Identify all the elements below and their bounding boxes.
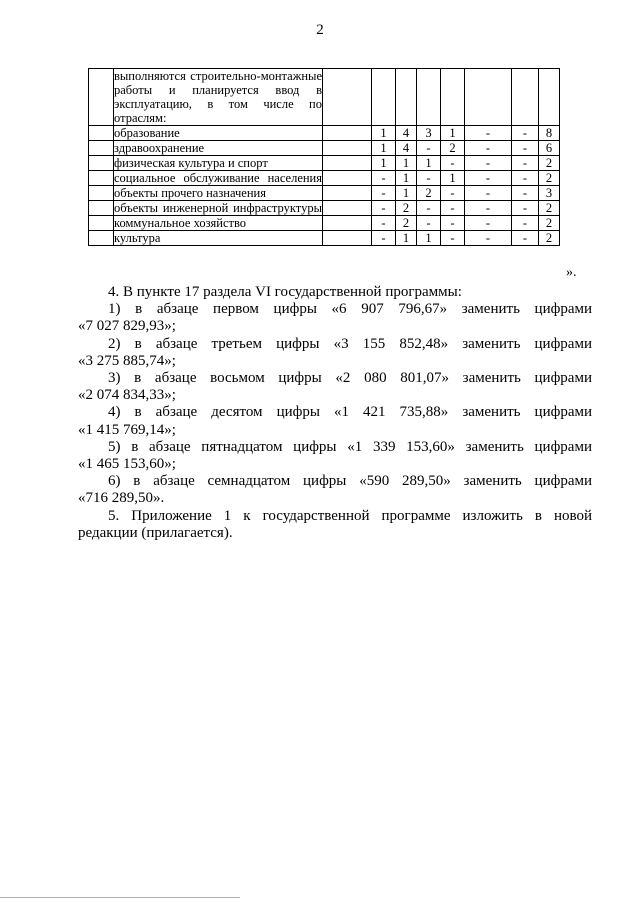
value-cell: - <box>417 216 441 231</box>
table-row <box>89 141 560 156</box>
table-row <box>89 126 560 141</box>
value-cell: 1 <box>396 156 417 171</box>
value-cell: 1 <box>417 156 441 171</box>
value-cell: 2 <box>539 231 560 246</box>
row-number-cell <box>89 231 114 246</box>
row-number-cell <box>89 156 114 171</box>
value-cell: - <box>512 126 539 141</box>
item-5-line-2: «1 465 153,60»; <box>78 456 176 473</box>
value-cell: - <box>417 201 441 216</box>
value-cell: - <box>465 231 512 246</box>
value-cell: - <box>512 186 539 201</box>
value-cell <box>417 69 441 126</box>
value-cell <box>372 69 396 126</box>
value-cell: - <box>512 201 539 216</box>
empty-cell <box>323 69 372 126</box>
value-cell: 4 <box>396 126 417 141</box>
value-cell: 1 <box>396 186 417 201</box>
value-cell: 2 <box>396 216 417 231</box>
item-2-line-2: «3 275 885,74»; <box>78 352 176 369</box>
value-cell: - <box>441 156 465 171</box>
row-number-cell <box>89 141 114 156</box>
value-cell: 4 <box>396 141 417 156</box>
footer-divider <box>0 897 240 898</box>
row-label: здравоохранение <box>114 141 323 156</box>
paragraph-4: 4. В пункте 17 раздела VI государственной программы: <box>108 284 462 300</box>
value-cell: 8 <box>539 126 560 141</box>
empty-cell <box>323 186 372 201</box>
item-5-line-1: 5) в абзаце пятнадцатом цифры «1 339 153,60» заменить цифрами <box>108 438 592 455</box>
value-cell: 1 <box>372 126 396 141</box>
value-cell: 2 <box>539 156 560 171</box>
value-cell <box>539 69 560 126</box>
value-cell: - <box>512 156 539 171</box>
value-cell: 6 <box>539 141 560 156</box>
table-closing-quote: ». <box>566 265 577 280</box>
value-cell: - <box>372 216 396 231</box>
value-cell: - <box>465 126 512 141</box>
value-cell: - <box>465 201 512 216</box>
item-2-line-1: 2) в абзаце третьем цифры «3 155 852,48» заменить цифрами <box>108 335 592 352</box>
value-cell: 1 <box>441 126 465 141</box>
value-cell <box>465 69 512 126</box>
value-cell: - <box>441 216 465 231</box>
document-body <box>78 284 592 542</box>
page-number: 2 <box>316 22 324 38</box>
table-row <box>89 69 560 126</box>
value-cell: - <box>465 141 512 156</box>
table-row <box>89 231 560 246</box>
value-cell: 3 <box>539 186 560 201</box>
item-6-line-2: «716 289,50». <box>78 490 165 507</box>
value-cell: - <box>512 141 539 156</box>
value-cell: - <box>372 201 396 216</box>
value-cell: - <box>512 171 539 186</box>
item-1-line-2: «7 027 829,93»; <box>78 318 176 335</box>
row-label: объекты прочего назначения <box>114 186 323 201</box>
value-cell: - <box>465 156 512 171</box>
row-label: коммунальное хозяйство <box>114 216 323 231</box>
item-4-line-2: «1 415 769,14»; <box>78 421 176 438</box>
value-cell: 3 <box>417 126 441 141</box>
row-label: культура <box>114 231 323 246</box>
value-cell: - <box>512 216 539 231</box>
value-cell: 1 <box>372 156 396 171</box>
amendment-table <box>88 68 560 246</box>
value-cell: - <box>372 186 396 201</box>
value-cell: 2 <box>441 141 465 156</box>
value-cell: 2 <box>539 216 560 231</box>
table-row <box>89 156 560 171</box>
value-cell: - <box>512 231 539 246</box>
empty-cell <box>323 216 372 231</box>
row-label: выполняются строительно-монтажные работы и планируется ввод в эксплуатацию, в том числе по отраслям: <box>114 69 322 125</box>
value-cell: 2 <box>417 186 441 201</box>
value-cell <box>396 69 417 126</box>
value-cell: - <box>417 171 441 186</box>
empty-cell <box>323 141 372 156</box>
item-3-line-1: 3) в абзаце восьмом цифры «2 080 801,07» заменить цифрами <box>108 370 592 387</box>
value-cell: 2 <box>539 201 560 216</box>
value-cell <box>441 69 465 126</box>
item-1-line-1: 1) в абзаце первом цифры «6 907 796,67» заменить цифрами <box>108 301 592 318</box>
row-number-cell <box>89 171 114 186</box>
paragraph-5-line-2: редакции (прилагается). <box>78 524 233 541</box>
value-cell: 1 <box>441 171 465 186</box>
value-cell: - <box>372 231 396 246</box>
value-cell: - <box>441 201 465 216</box>
table-row <box>89 171 560 186</box>
item-4-line-1: 4) в абзаце десятом цифры «1 421 735,88» заменить цифрами <box>108 404 592 421</box>
row-number-cell <box>89 69 114 126</box>
value-cell: 1 <box>396 171 417 186</box>
value-cell <box>512 69 539 126</box>
value-cell: - <box>441 231 465 246</box>
row-number-cell <box>89 126 114 141</box>
value-cell: - <box>441 186 465 201</box>
value-cell: - <box>417 141 441 156</box>
empty-cell <box>323 171 372 186</box>
value-cell: - <box>465 171 512 186</box>
item-6-line-1: 6) в абзаце семнадцатом цифры «590 289,50» заменить цифрами <box>108 473 592 490</box>
table-row <box>89 216 560 231</box>
value-cell: 2 <box>396 201 417 216</box>
row-number-cell <box>89 216 114 231</box>
paragraph-5-line-1: 5. Приложение 1 к государственной программе изложить в новой <box>108 507 592 524</box>
value-cell: 1 <box>396 231 417 246</box>
table-row <box>89 201 560 216</box>
item-3-line-2: «2 074 834,33»; <box>78 387 176 404</box>
value-cell: - <box>372 171 396 186</box>
row-label: физическая культура и спорт <box>114 156 323 171</box>
table-body <box>89 69 560 246</box>
row-number-cell <box>89 186 114 201</box>
row-label: объекты инженерной инфраструктуры <box>114 201 322 215</box>
value-cell: - <box>465 186 512 201</box>
value-cell: 1 <box>417 231 441 246</box>
row-label: образование <box>114 126 323 141</box>
empty-cell <box>323 231 372 246</box>
row-label: социальное обслуживание населения <box>114 171 322 185</box>
empty-cell <box>323 156 372 171</box>
empty-cell <box>323 126 372 141</box>
table-row <box>89 186 560 201</box>
empty-cell <box>323 201 372 216</box>
value-cell: 2 <box>539 171 560 186</box>
value-cell: 1 <box>372 141 396 156</box>
value-cell: - <box>465 216 512 231</box>
row-number-cell <box>89 201 114 216</box>
